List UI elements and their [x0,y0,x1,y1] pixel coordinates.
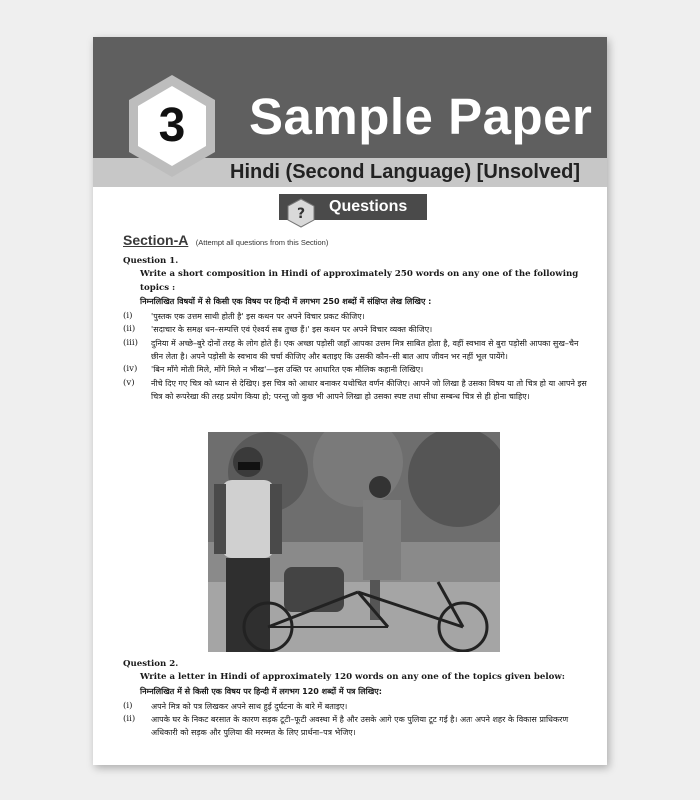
question-photo [208,432,500,652]
question-2-options [123,700,588,740]
question-1-label: Question 1. [123,256,179,266]
question-2-english: Write a letter in Hindi of approximately 120 words on any one of the topics given below: [140,672,565,683]
questions-tab-label: Questions [329,198,408,215]
list-item: (ii) 'सदाचार के समक्ष धन–सम्पत्ति एवं ऐश्वर्य सब तुच्छ हैं।' इस कथन पर अपने विचार व्यक्त कीजिए। [123,324,433,335]
question-1-options [123,310,588,403]
question-1-english: Write a short composition in Hindi of approximately 250 words on any one of the following topics : [140,269,579,293]
list-item: (ii) आपके घर के निकट बरसात के कारण सड़क टूटी–फूटी अवस्था में है और उसके आगे एक पुलिया टूट गई है। अतः अपने शहर के विकास प्राधिकरण अधिकारी को सड़क और पुलिया की मरम्मत के लिए प्रार्थना–पत्र भेजिए। [123,714,569,738]
list-item: (v) नीचे दिए गए चित्र को ध्यान से देखिए। इस चित्र को आधार बनाकर यथोचित वर्णन कीजिए। आपने जो लिखा है उसका विषय या तो चित्र हो या आपने इस चित्र को रूपरेखा की तरह प्रयोग किया हो; परन्तु जो कुछ भी आपने लिखा हो उसका स्पष्ट तथा सीधा सम्बन्ध चित्र से ही होना चाहिए। [123,377,587,401]
paper-number: 3 [158,99,186,152]
section-note: (Attempt all questions from this Section) [195,238,329,247]
question-2 [123,658,588,740]
list-item: (i) 'पुस्तक एक उत्तम साथी होती है' इस कथन पर अपने विचार प्रकट कीजिए। [123,311,365,322]
question-1 [123,255,588,403]
svg-text:?: ? [296,206,306,222]
page-title: Sample Paper [249,88,593,145]
section-title: Section-A [123,232,189,248]
question-mark-badge-icon [286,198,316,228]
list-item: (iii) दुनिया में अच्छे–बुरे दोनों तरह के लोग होते हैं। एक अच्छा पड़ोसी जहाँ आपका उत्तम मित्र साबित होता है, वहीं स्वभाव से बुरा पड़ोसी आपका सुख–चैन छीन लेता है। अपने पड़ोसी के स्वभाव की चर्चा कीजिए और बताइए कि उसकी कौन–सी बात आप जीवन भर नहीं भूल पायेंगे। [123,337,579,362]
section-heading [123,232,328,250]
question-2-hindi: निम्नलिखित में से किसी एक विषय पर हिन्दी में लगभग 120 शब्दों में पत्र लिखिए: [140,686,382,696]
list-item: (iv) 'बिन माँगे मोती मिले, माँगे मिले न भीख'—इस उक्ति पर आधारित एक मौलिक कहानी लिखिए। [123,364,424,375]
page-subtitle: Hindi (Second Language) [Unsolved] [230,161,581,183]
question-2-label: Question 2. [123,659,179,669]
question-1-hindi: निम्नलिखित विषयों में से किसी एक विषय पर हिन्दी में लगभग 250 शब्दों में संक्षिप्त लेख लिखिए : [140,296,432,306]
sample-paper-page [93,37,607,765]
list-item: (i) अपने मित्र को पत्र लिखकर अपने साथ हुई दुर्घटना के बारे में बताइए। [123,700,348,711]
